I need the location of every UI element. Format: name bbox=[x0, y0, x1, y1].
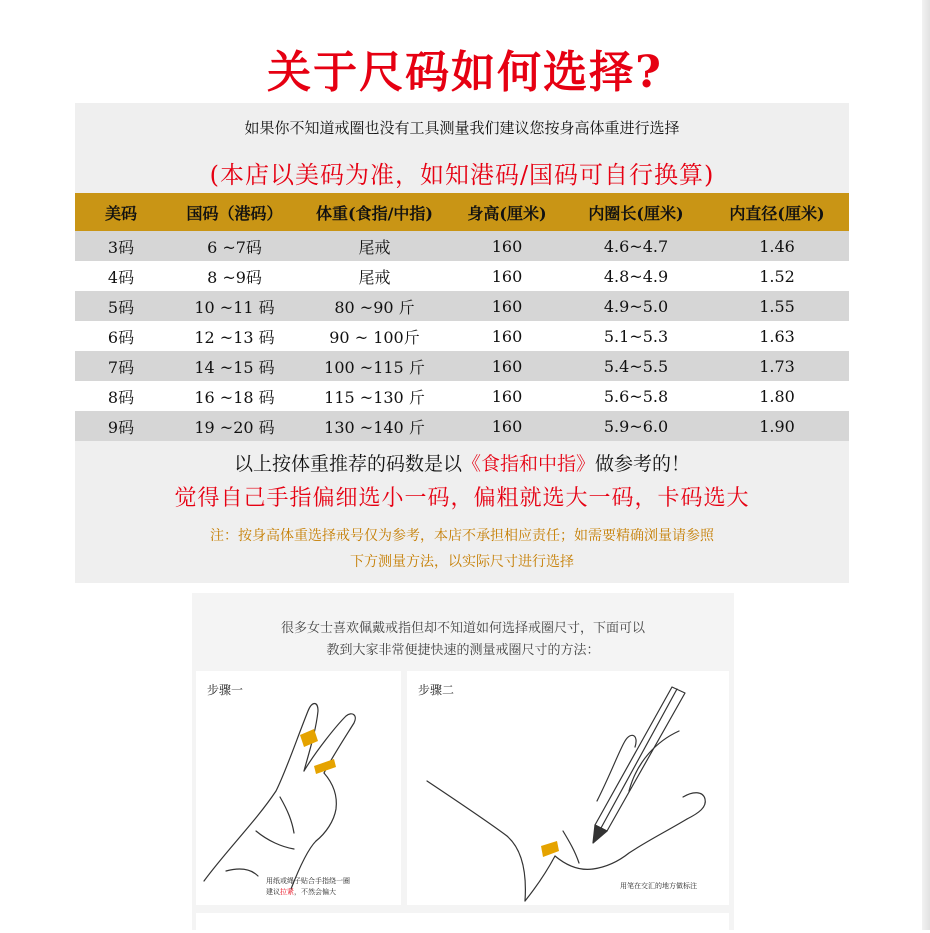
ring-paper-strip bbox=[541, 841, 559, 857]
step-two-title: 步骤二 bbox=[418, 683, 455, 697]
cell-us-size: 8码 bbox=[75, 381, 167, 411]
cell-inner-diameter: 1.73 bbox=[705, 351, 849, 381]
step-one-title: 步骤一 bbox=[207, 683, 244, 697]
cell-height: 160 bbox=[447, 321, 567, 351]
ring-paper-strip bbox=[300, 729, 318, 747]
guide-intro-line-1: 很多女士喜欢佩戴戒指但却不知道如何选择戒圈尺寸，下面可以 bbox=[280, 621, 645, 636]
step-one-card bbox=[196, 671, 401, 905]
recommend-prefix: 以上按体重推荐的码数是以 bbox=[233, 453, 462, 475]
cell-inner-diameter: 1.63 bbox=[705, 321, 849, 351]
recommend-highlight: 《食指和中指》 bbox=[461, 453, 595, 475]
cell-weight: 130 ~140 斤 bbox=[302, 411, 447, 441]
cell-height: 160 bbox=[447, 351, 567, 381]
cell-inner-diameter: 1.55 bbox=[705, 291, 849, 321]
pen-marking-illustration bbox=[407, 671, 729, 905]
cell-cn-size: 10 ~11 码 bbox=[167, 291, 302, 321]
cell-inner-circumference: 4.9~5.0 bbox=[567, 291, 705, 321]
table-row bbox=[75, 261, 849, 291]
caption-emphasis: 拉紧 bbox=[280, 888, 294, 896]
table-row bbox=[75, 351, 849, 381]
cell-height: 160 bbox=[447, 231, 567, 261]
size-advice: 觉得自己手指偏细选小一码，偏粗就选大一码，卡码选大 bbox=[174, 486, 750, 511]
cell-us-size: 4码 bbox=[75, 261, 167, 291]
page-edge-shadow bbox=[922, 0, 930, 930]
step-two-caption: 用笔在交汇的地方做标注 bbox=[620, 882, 697, 890]
cell-us-size: 7码 bbox=[75, 351, 167, 381]
cell-cn-size: 8 ~9码 bbox=[167, 261, 302, 291]
step-one-caption-line-2 bbox=[266, 887, 350, 898]
step-two-card bbox=[407, 671, 729, 905]
cell-inner-diameter: 1.80 bbox=[705, 381, 849, 411]
page-title: 关于尺码如何选择? bbox=[267, 47, 663, 98]
cell-inner-diameter: 1.46 bbox=[705, 231, 849, 261]
cell-inner-circumference: 4.6~4.7 bbox=[567, 231, 705, 261]
recommend-note bbox=[75, 449, 849, 476]
disclaimer-line-1: 注：按身高体重选择戒号仅为参考，本店不承担相应责任；如需要精确浏量请参照 bbox=[210, 528, 714, 544]
measurement-guide bbox=[192, 593, 734, 930]
header-cn-size: 国码（港码） bbox=[167, 193, 302, 231]
cell-cn-size: 12 ~13 码 bbox=[167, 321, 302, 351]
table-row bbox=[75, 321, 849, 351]
guide-intro-line-2: 教到大家非常便捷快速的测量戒圈尺寸的方法： bbox=[326, 643, 600, 658]
cell-inner-circumference: 5.6~5.8 bbox=[567, 381, 705, 411]
header-weight: 体重(食指/中指) bbox=[302, 193, 447, 231]
cell-weight: 80 ~90 斤 bbox=[302, 291, 447, 321]
cell-height: 160 bbox=[447, 261, 567, 291]
table-row bbox=[75, 411, 849, 441]
header-inner-diameter: 内直径(厘米) bbox=[705, 193, 849, 231]
intro-text: 如果你不知道戒圈也没有工具测量我们建议您按身高体重进行选择 bbox=[244, 119, 680, 137]
cell-cn-size: 19 ~20 码 bbox=[167, 411, 302, 441]
hand-wrap-illustration bbox=[196, 671, 401, 905]
table-header-row bbox=[75, 193, 849, 231]
size-info-panel bbox=[75, 103, 849, 583]
cell-us-size: 3码 bbox=[75, 231, 167, 261]
next-step-card bbox=[196, 913, 729, 933]
cell-weight: 尾戒 bbox=[302, 261, 447, 291]
caption-post: ，不然会偏大 bbox=[294, 888, 336, 896]
cell-weight: 尾戒 bbox=[302, 231, 447, 261]
header-us-size: 美码 bbox=[75, 193, 167, 231]
caption-pre: 建议 bbox=[266, 888, 280, 896]
cell-cn-size: 14 ~15 码 bbox=[167, 351, 302, 381]
header-inner-circumference: 内圈长(厘米) bbox=[567, 193, 705, 231]
cell-us-size: 6码 bbox=[75, 321, 167, 351]
cell-height: 160 bbox=[447, 411, 567, 441]
size-table bbox=[75, 193, 849, 441]
cell-inner-circumference: 5.9~6.0 bbox=[567, 411, 705, 441]
cell-inner-circumference: 5.1~5.3 bbox=[567, 321, 705, 351]
header-height: 身高(厘米) bbox=[447, 193, 567, 231]
cell-us-size: 5码 bbox=[75, 291, 167, 321]
table-row bbox=[75, 231, 849, 261]
table-row bbox=[75, 291, 849, 321]
cell-inner-circumference: 5.4~5.5 bbox=[567, 351, 705, 381]
table-row bbox=[75, 381, 849, 411]
cell-us-size: 9码 bbox=[75, 411, 167, 441]
cell-weight: 90 ~ 100斤 bbox=[302, 321, 447, 351]
cell-weight: 115 ~130 斤 bbox=[302, 381, 447, 411]
cell-height: 160 bbox=[447, 291, 567, 321]
cell-inner-diameter: 1.52 bbox=[705, 261, 849, 291]
step-one-caption bbox=[266, 876, 350, 898]
cell-height: 160 bbox=[447, 381, 567, 411]
cell-weight: 100 ~115 斤 bbox=[302, 351, 447, 381]
recommend-suffix: 做参考的！ bbox=[595, 453, 691, 475]
store-standard-note: (本店以美码为准，如知港码/国码可自行换算) bbox=[209, 161, 715, 189]
cell-inner-diameter: 1.90 bbox=[705, 411, 849, 441]
cell-inner-circumference: 4.8~4.9 bbox=[567, 261, 705, 291]
step-one-caption-line-1: 用纸或绳子贴合手指绕一圈 bbox=[266, 877, 350, 885]
cell-cn-size: 16 ~18 码 bbox=[167, 381, 302, 411]
disclaimer-line-2: 下方测量方法，以实际尺寸进行选择 bbox=[350, 554, 574, 570]
cell-cn-size: 6 ~7码 bbox=[167, 231, 302, 261]
